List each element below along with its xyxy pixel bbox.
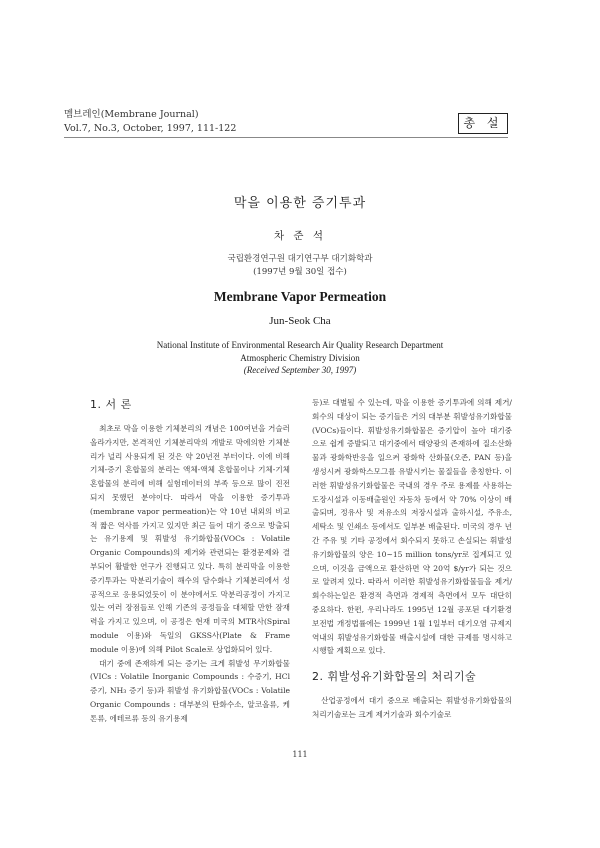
section-1-heading: 1. 서 론 xyxy=(90,398,132,411)
english-affiliation xyxy=(64,339,536,377)
journal-name: 멤브레인(Membrane Journal) xyxy=(64,109,199,120)
right-column xyxy=(312,396,512,722)
journal-citation xyxy=(64,108,236,136)
left-column xyxy=(90,396,290,726)
english-author: Jun-Seok Cha xyxy=(269,315,331,327)
header-divider xyxy=(64,137,508,138)
korean-author: 차 준 석 xyxy=(273,230,327,242)
section-2-paragraph-1: 산업공정에서 대기 중으로 배출되는 휘발성유기화합물의 처리기술로는 크게 제거기술과 회수기술로 xyxy=(312,696,512,719)
korean-affiliation-name: 국립환경연구원 대기연구부 대기화학과 xyxy=(227,254,373,264)
page-number: 111 xyxy=(292,750,308,759)
english-affiliation-line1: National Institute of Environmental Research Air Quality Research Department xyxy=(156,340,444,350)
english-received-date: (Received September 30, 1997) xyxy=(243,365,357,375)
english-affiliation-line2: Atmospheric Chemistry Division xyxy=(240,352,360,363)
journal-volume-info: Vol.7, No.3, October, 1997, 111-122 xyxy=(64,123,237,134)
korean-title: 막을 이용한 증기투과 xyxy=(233,196,367,211)
section-1-paragraph-1: 최초로 막을 이용한 기체분리의 개념은 100여년을 거슬러 올라가지만, 본격적인 기체분리막의 개발로 막에의한 기체분리가 널리 사용되게 된 것은 약 20년전 부터이다. 이에 비해 기체-증기 혼합물의 분리는 액체-액체 혼합물이나 기체-기체 혼합물의 분리에 비해 실험데이터의 부족 등으로 많이 진전되지 못했던 분야이다. 따라서 막을 이용한 증기투과 (membrane vapor permeation)는 약 10년 내외의 비교적 짧은 역사를 가지고 있지만 최근 들어 대기 중으로 방출되는 유기용제 및 휘발성 유기화합물(VOCs : Volatile Organic Compounds)의 제거와 관련되는 환경문제와 결부되어 활발한 연구가 진행되고 있다. 특히 분리막을 이용한 증기투과는 막분리기술이 해수의 담수화나 기체분리에서 성공적으로 응용되었듯이 이 분야에서도 막분리공정이 가지고 있는 여러 장점들로 인해 기존의 공정들을 대체할 만한 잠재력을 가지고 있으며, 이 공정은 현재 미국의 MTR사(Spiral module 이용)와 독일의 GKSS사(Plate & Frame module 이용)에 의해 Pilot Scale로 상업화되어 있다. xyxy=(90,424,290,654)
korean-received-date: (1997년 9월 30일 접수) xyxy=(253,267,347,277)
article-type-badge: 총 설 xyxy=(458,113,508,134)
english-title: Membrane Vapor Permeation xyxy=(213,289,387,304)
korean-affiliation xyxy=(64,253,536,279)
section-1-paragraph-3: 등)로 대별될 수 있는데, 막을 이용한 증기투과에 의해 제거/회수의 대상이 되는 증기들은 거의 대부분 휘발성유기화합물(VOCs)들이다. 휘발성유기화합물은 증기압이 높아 대기중으로 쉽게 증발되고 대기중에서 태양광의 존재하에 질소산화물과 광화학반응을 일으켜 광화학 산화물(오존, PAN 등)을 생성시켜 광화학스모그를 유발시키는 물질들을 총칭한다. 이러한 휘발성유기화합물은 국내의 경우 주로 용제를 사용하는 도장시설과 이동배출원인 자동차 등에서 약 70% 이상이 배출되며, 정유사 및 저유소의 저장시설과 출하시설, 주유소, 세탁소 및 인쇄소 등에서도 일부분 배출된다. 미국의 경우 년간 주유 및 기타 공정에서 회수되지 못하고 손실되는 휘발성유기화합물의 양은 10~15 million tons/yr로 집계되고 있으며, 이것을 금액으로 환산하면 약 20억 $/yr가 되는 것으로 알려져 있다. 따라서 이러한 휘발성유기화합물들을 제거/회수하는일은 환경적 측면과 경제적 측면에서 모두 대단히 중요하다. 한편, 우리나라도 1995년 12월 공포된 대기환경보전법 개정법률에는 1999년 1월 1일부터 대기오염 규제지역내의 휘발성유기화합물 배출시설에 대한 규제를 명시하고 시행할 계획으로 있다. xyxy=(312,398,512,656)
section-1-paragraph-2: 대기 중에 존재하게 되는 증기는 크게 휘발성 무기화합물(VICs : Volatile Inorganic Compounds : 수증기, HCl 증기, NH₃ 증기 등)과 휘발성 유기화합물(VOCs : Volatile Organic Compounds : 대부분의 탄화수소, 알코올류, 케톤류, 에테르류 등의 유기용제 xyxy=(90,658,290,723)
section-2-heading: 2. 휘발성유기화합물의 처리기술 xyxy=(312,670,477,684)
